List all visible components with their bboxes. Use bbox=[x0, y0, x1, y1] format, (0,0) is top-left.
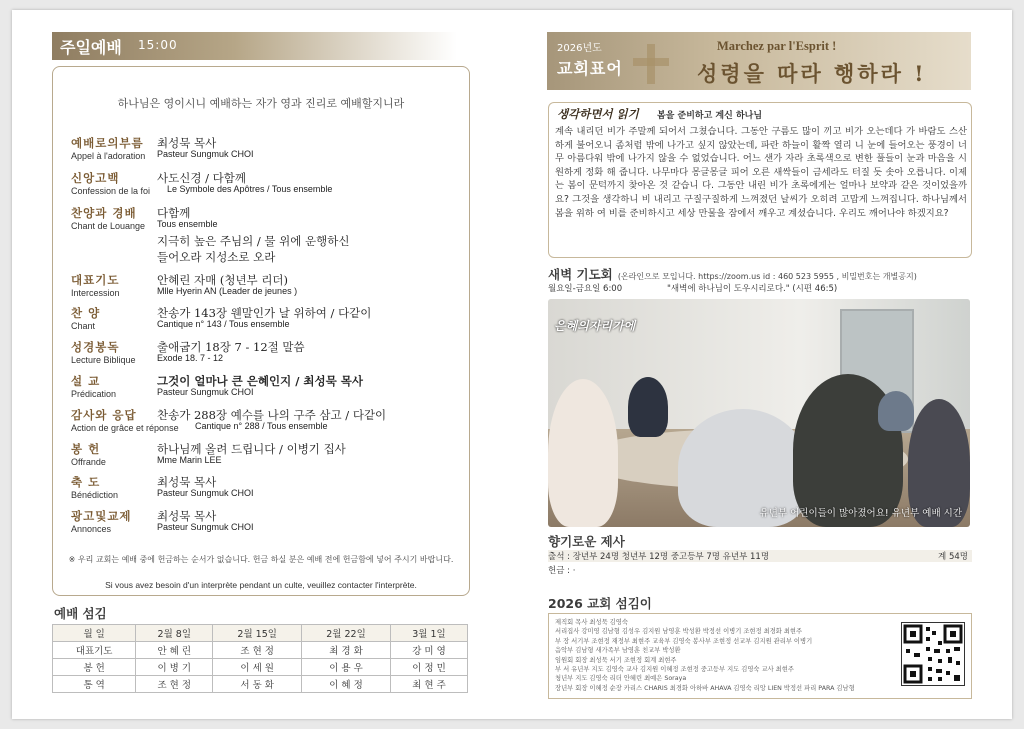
worship-time: 15:00 bbox=[138, 38, 178, 52]
worship-header bbox=[52, 32, 457, 60]
photo-caption-title: 은혜의자리가에 bbox=[554, 319, 636, 333]
meditation-title: 생각하면서 읽기 bbox=[557, 107, 639, 121]
dawn-note: (온라인으로 모입니다. https://zoom.us id : 460 523 5955 , 비밀번호는 개별공지) bbox=[617, 272, 917, 281]
table-row: 통 역 조 현 정 서 동 화 이 혜 정 최 현 주 bbox=[53, 676, 468, 693]
worship-title: 주일예배 bbox=[60, 38, 122, 57]
order-item: 축 도 Bénédiction 최성묵 목사 Pasteur Sungmuk CHOI bbox=[71, 475, 254, 500]
order-item: 봉 헌 Offrande 하나님께 올려 드립니다 / 이병기 집사 Mme Marin LEE bbox=[71, 442, 346, 467]
meditation-subtitle: 봄을 준비하고 계신 하나님 bbox=[657, 111, 763, 121]
order-item: 성경봉독 Lecture Biblique 출애굽기 18장 7 - 12절 말씀 Exode 18. 7 - 12 bbox=[71, 340, 305, 365]
qr-code-icon[interactable] bbox=[901, 622, 965, 686]
order-item: 신앙고백 Confession de la foi 사도신경 / 다함께 Le Symbole des Apôtres / Tous ensemble bbox=[71, 171, 333, 196]
meditation-body: 계속 내리던 비가 주말께 되어서 그쳤습니다. 그동안 구름도 많이 끼고 비가 오는데다 가 바람도 스산하게 불어오니 좀처럼 밖에 나가고 싶지 않았는데, 파란 하늘이 활짝 열리 니 눈에 들어오는 풍경이 너무 아름다워 밖에 나가지 않을 수 없었습니다. 어느 샌가 자라 초록색으로 변한 풀들이 눈과 마음을 시원하게 정화 해 줍니다. 나무마다 몽글몽글 피어 오른 새싹들이 금세라도 터질 듯 솟아 오릅니다. 이제는 봄이 문턱까지 찾아온 것 같습니 다. 그동안 내린 비가 초록에게는 얼마나 보약과 같은 것이었을까요? 그것을 생각하니 비 내리고 구질구질하게 느껴졌던 날씨가 오히려 고맙게 느껴집니다. 하나님께서 봄을 위하 여 비를 준비하시고 세상 만물을 잠에서 깨우고 계셨습니다. 우리도 깨어나야 하겠지요? bbox=[555, 126, 968, 219]
order-item: 찬양과 경배 Chant de Louange 다함께 Tous ensemble 지극히 높은 주님의 / 물 위에 운행하신 들어오라 지성소로 오라 bbox=[71, 206, 350, 264]
table-row: 월 일 2월 8일 2월 15일 2월 22일 3월 1일 bbox=[53, 625, 468, 642]
duty-table bbox=[52, 624, 468, 693]
offering-note: ※ 우리 교회는 예배 중에 헌금하는 순서가 없습니다. 헌금 하실 분은 예배 전에 헌금함에 넣어 주시기 바랍니다. bbox=[68, 555, 454, 564]
order-item: 대표기도 Intercession 안혜린 자매 (청년부 리더) Mlle Hyerin AN (Leader de jeunes ) bbox=[71, 273, 298, 298]
motto-year: 2026년도 bbox=[557, 43, 602, 54]
order-item: 예배로의부름 Appel à l'adoration 최성묵 목사 Pasteur Sungmuk CHOI bbox=[71, 136, 254, 161]
dawn-prayer bbox=[548, 264, 978, 283]
motto-banner bbox=[547, 32, 971, 90]
offering-title: 향기로운 제사 bbox=[548, 534, 625, 549]
servers-title: 2026 교회 섬김이 bbox=[548, 596, 652, 611]
motto-korean: 성령을 따라 행하라 ! bbox=[697, 61, 927, 86]
order-item: 광고및교제 Annonces 최성묵 목사 Pasteur Sungmuk CHOI bbox=[71, 509, 254, 534]
bulletin-sheet bbox=[12, 10, 1012, 719]
motto-french: Marchez par l'Esprit ! bbox=[717, 39, 837, 53]
order-item: 설 교 Prédication 그것이 얼마나 큰 은혜인지 / 최성묵 목사 Pasteur Sungmuk CHOI bbox=[71, 374, 363, 399]
cross-icon-bar bbox=[633, 58, 669, 66]
meditation-box bbox=[548, 102, 972, 258]
servers-box bbox=[548, 613, 972, 699]
order-item: 감사와 응답 Action de grâce et réponse 찬송가 288장 예수를 나의 구주 삼고 / 다같이 Cantique n° 288 / Tous ensemble bbox=[71, 408, 387, 433]
table-row: 대표기도 안 혜 린 조 현 정 최 경 화 강 미 영 bbox=[53, 642, 468, 659]
photo-caption: 유년부 어린이들이 많아졌어요! 유년부 예배 시간 bbox=[759, 508, 962, 519]
dawn-title: 새벽 기도회 bbox=[548, 267, 613, 282]
motto-label: 교회표어 bbox=[557, 59, 623, 78]
attendance: 출석 : 장년부 24명 청년부 12명 중고등부 7명 유년부 11명 계 54명 bbox=[548, 550, 972, 562]
dawn-quote: "새벽에 하나님이 도우시리로다." (시편 46:5) bbox=[667, 284, 838, 294]
order-of-service bbox=[52, 66, 470, 596]
dawn-schedule: 월요일-금요일 6:00 bbox=[548, 284, 623, 294]
order-item: 찬 양 Chant 찬송가 143장 웬말인가 날 위하여 / 다같이 Cantique n° 143 / Tous ensemble bbox=[71, 306, 372, 331]
interpreter-note: Si vous avez besoin d'un interprète pendant un culte, veuillez contacter l'interprète. bbox=[105, 580, 417, 590]
servers-list: 제직회 목사 최성묵 김영숙 서리집사 강미영 김남형 김성우 김지원 남영훈 박성환 박정선 이병기 조현정 최경화 최현주 부 장 서기부 조현정 재정부 최현주 교육부 김영숙 봉사부 조현정 선교부 김지원 관리부 이병기 음악부 김남형 새가족부 남영훈 친교부 박성환 임원회 회장 최성묵 서기 조현정 회계 최현주 부 서 유년부 지도 김영숙 교사 김지원 이혜정 조현정 중고등부 지도 김영숙 교사 최현주 청년부 지도 김영숙 리더 안혜린 최예은 Soraya 장년부 회장 이혜정 순장 카리스 CHARIS 최경화 아하바 AHAVA 김영숙 리앙 LIEN 박정선 파리 PARA 김남형 bbox=[555, 619, 855, 692]
offering-amount: 헌금 : · bbox=[548, 566, 576, 576]
children-photo bbox=[548, 299, 970, 527]
attendance-total: 계 54명 bbox=[938, 552, 968, 562]
duty-title: 예배 섬김 bbox=[54, 606, 107, 621]
scripture-verse: 하나님은 영이시니 예배하는 자가 영과 진리로 예배할지니라 bbox=[117, 97, 405, 110]
table-row: 봉 헌 이 병 기 이 세 원 이 용 우 이 정 민 bbox=[53, 659, 468, 676]
